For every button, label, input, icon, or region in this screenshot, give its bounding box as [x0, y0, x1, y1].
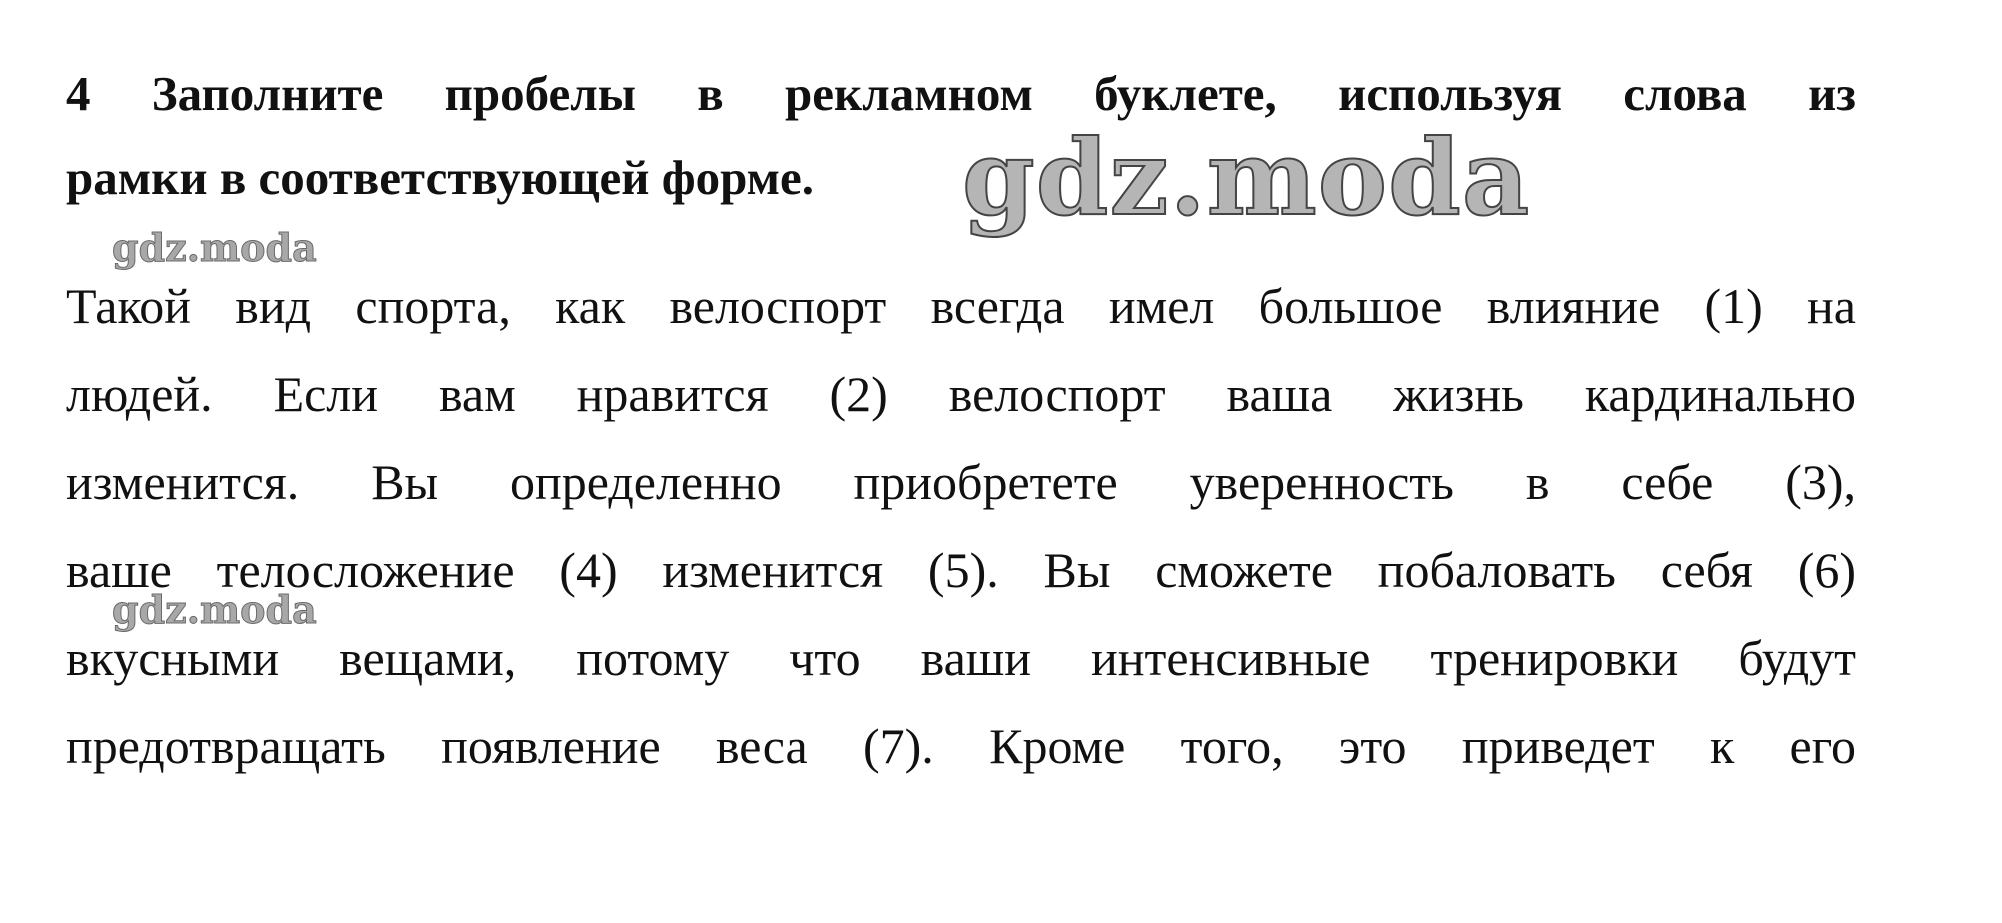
watermark-large: gdz.moda — [962, 116, 1531, 239]
task-heading — [66, 52, 1856, 220]
booklet-text-line: изменится. Вы определенно приобретете уверенность в себе (3), — [66, 454, 1856, 510]
booklet-text-line: ваше телосложение (4) изменится (5). Вы сможете побаловать себя (6) — [66, 542, 1856, 598]
booklet-text — [66, 262, 1856, 790]
booklet-text-line: людей. Если вам нравится (2) велоспорт ваша жизнь кардинально — [66, 366, 1856, 422]
watermark-small: gdz.moda — [112, 587, 317, 632]
booklet-text-line: Такой вид спорта, как велоспорт всегда имел большое влияние (1) на — [66, 278, 1856, 334]
booklet-text-line: вкусными вещами, потому что ваши интенсивные тренировки будут — [66, 630, 1856, 686]
task-heading-line-2: рамки в соответствующей форме. — [66, 150, 815, 205]
booklet-text-line: предотвращать появление веса (7). Кроме того, это приведет к его — [66, 718, 1856, 774]
task-heading-line-1: 4 Заполните пробелы в рекламном буклете, используя слова из — [66, 66, 1856, 121]
watermark-small: gdz.moda — [112, 225, 317, 270]
